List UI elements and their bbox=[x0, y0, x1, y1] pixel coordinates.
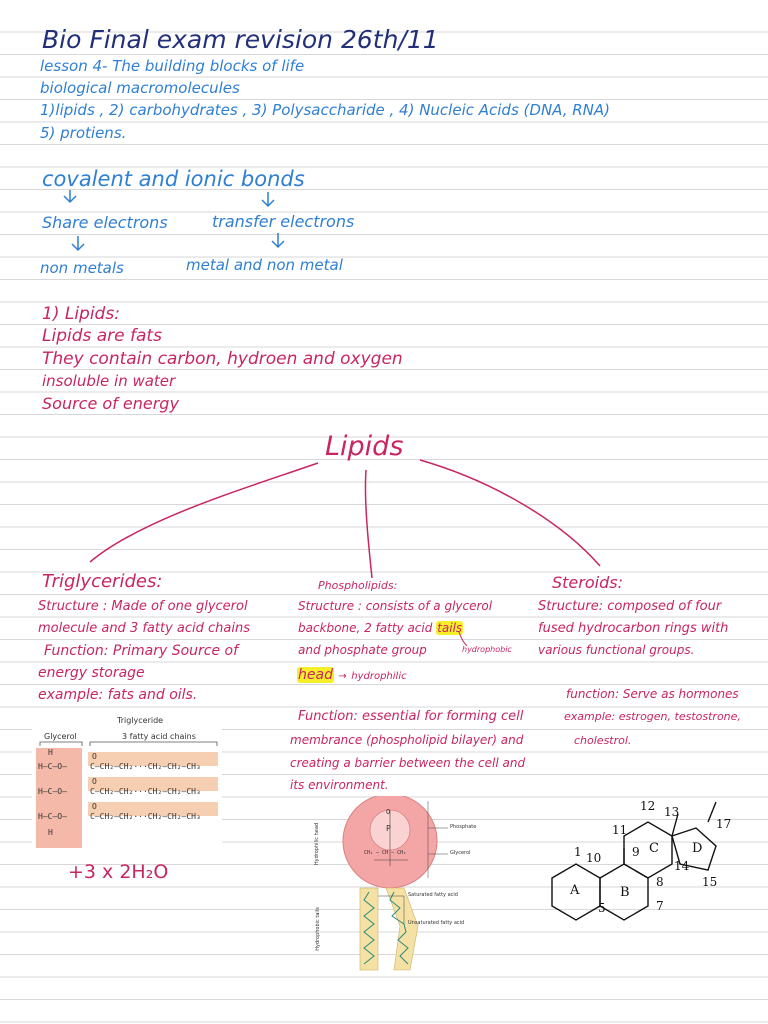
steroids-function-1: function: Serve as hormones bbox=[566, 687, 739, 701]
steroid-structure bbox=[540, 790, 762, 930]
tg-h-top: H bbox=[48, 748, 53, 757]
ring-label-D: D bbox=[692, 841, 703, 856]
carbon-12: 12 bbox=[640, 799, 656, 813]
bonds-heading: covalent and ionic bonds bbox=[42, 167, 305, 191]
phospholipids-line-3: and phosphate group bbox=[298, 643, 427, 657]
saturated-label: Saturated fatty acid bbox=[408, 892, 458, 898]
tg-row-1-chain: C—CH₂—CH₂···CH₂—CH₂—CH₃ bbox=[90, 762, 201, 771]
carbon-8: 8 bbox=[656, 875, 664, 889]
glycerol-label-fig: Glycerol bbox=[450, 850, 471, 856]
triglycerides-line-3: Function: Primary Source of bbox=[44, 643, 239, 659]
macromolecule-list: 1)lipids , 2) carbohydrates , 3) Polysaccharide , 4) Nucleic Acids (DNA, RNA) bbox=[40, 101, 610, 119]
carbon-7: 7 bbox=[656, 899, 664, 913]
triglycerides-title: Triglycerides: bbox=[42, 571, 163, 592]
carbon-10: 10 bbox=[586, 851, 602, 865]
steroids-line-1: Structure: composed of four bbox=[538, 599, 722, 614]
lipids-line-4: Source of energy bbox=[42, 394, 179, 413]
ring-label-B: B bbox=[620, 885, 630, 900]
phospholipids-function-1: Function: essential for forming cell bbox=[298, 709, 524, 724]
lipids-line-1: Lipids are fats bbox=[42, 326, 162, 346]
phosphate-label: Phosphate bbox=[450, 824, 477, 830]
lipids-line-2: They contain carbon, hydroen and oxygen bbox=[42, 349, 403, 369]
covalent-desc: Share electrons bbox=[42, 213, 168, 232]
page-title: Bio Final exam revision 26th/11 bbox=[42, 25, 439, 54]
phospholipids-title: Phospholipids: bbox=[318, 579, 398, 592]
steroids-line-3: various functional groups. bbox=[538, 643, 695, 657]
phospholipid-figure bbox=[314, 796, 488, 974]
ionic-desc: transfer electrons bbox=[212, 212, 355, 231]
glycerol-chain-label: CH₂ — CH — CH₂ bbox=[364, 850, 407, 856]
tg-row-2-glycerol: H—C—O— bbox=[38, 787, 67, 796]
tg-row-3-chain: C—CH₂—CH₂···CH₂—CH₂—CH₃ bbox=[90, 812, 201, 821]
phospholipids-line-2-text: backbone, 2 fatty acid bbox=[298, 621, 433, 635]
triglycerides-line-1: Structure : Made of one glycerol bbox=[38, 599, 248, 614]
carbon-11: 11 bbox=[612, 823, 628, 837]
phospholipids-line-4: head → hydrophilic bbox=[298, 667, 407, 683]
tg-row-1-o: O bbox=[92, 752, 97, 761]
unsaturated-label: Unsaturated fatty acid bbox=[408, 920, 465, 926]
carbon-17: 17 bbox=[716, 817, 732, 831]
ring-label-C: C bbox=[649, 841, 659, 856]
macromolecule-list-cont: 5) protiens. bbox=[40, 124, 127, 142]
phospholipids-function-2: membrance (phospholipid bilayer) and bbox=[290, 733, 524, 747]
covalent-elements: non metals bbox=[40, 259, 124, 277]
phospholipids-line-2 bbox=[298, 622, 463, 635]
head-highlight: head bbox=[298, 667, 333, 683]
lesson-subtitle: biological macromolecules bbox=[40, 79, 240, 97]
lesson-title: lesson 4- The building blocks of life bbox=[40, 57, 305, 75]
phospholipid-drawing bbox=[318, 796, 488, 974]
carbon-14: 14 bbox=[674, 859, 690, 873]
phospholipids-function-3: creating a barrier between the cell and bbox=[290, 756, 526, 770]
glycerol-label: Glycerol bbox=[44, 732, 77, 741]
carbon-9: 9 bbox=[632, 845, 640, 859]
phosphorus-label: P bbox=[386, 824, 391, 833]
phospholipids-line-1: Structure : consists of a glycerol bbox=[298, 599, 493, 613]
tg-row-2-chain: C—CH₂—CH₂···CH₂—CH₂—CH₃ bbox=[90, 787, 201, 796]
lipids-heading: 1) Lipids: bbox=[42, 304, 120, 324]
fatty-acid-chains-label: 3 fatty acid chains bbox=[122, 732, 196, 741]
hydrophilic-tag: hydrophilic bbox=[351, 671, 407, 682]
triglyceride-figure-title: Triglyceride bbox=[117, 716, 164, 725]
tg-row-2-o: O bbox=[92, 777, 97, 786]
carbon-1: 1 bbox=[574, 845, 582, 859]
carbon-15: 15 bbox=[702, 875, 718, 889]
tg-row-1-glycerol: H—C—O— bbox=[38, 762, 67, 771]
steroids-function-2: example: estrogen, testostrone, bbox=[564, 710, 741, 723]
hydrophobic-tag: hydrophobic bbox=[462, 645, 512, 654]
tg-row-3-glycerol: H—C—O— bbox=[38, 812, 67, 821]
triglyceride-figure bbox=[32, 716, 222, 851]
phospholipids-function-4: its environment. bbox=[290, 778, 389, 792]
carbon-5: 5 bbox=[598, 901, 606, 915]
carbon-13: 13 bbox=[664, 805, 680, 819]
steroids-title: Steroids: bbox=[552, 573, 623, 592]
tail-axis-label: Hydrophobic tails bbox=[314, 907, 321, 951]
oxygen-label: O bbox=[386, 808, 391, 816]
water-equation: +3 x 2H₂O bbox=[68, 861, 169, 883]
ring-label-A: A bbox=[570, 883, 580, 898]
tg-h-bottom: H bbox=[48, 828, 53, 837]
tails-highlight: tails bbox=[437, 621, 463, 635]
triglycerides-line-4: energy storage bbox=[38, 665, 145, 681]
triglycerides-line-2: molecule and 3 fatty acid chains bbox=[38, 621, 250, 636]
hydrophobic-pointer bbox=[455, 630, 475, 650]
ionic-elements: metal and non metal bbox=[186, 256, 343, 274]
triglycerides-line-5: example: fats and oils. bbox=[38, 687, 198, 703]
head-axis-label: Hydrophilic head bbox=[314, 822, 321, 866]
lipids-root: Lipids bbox=[325, 431, 404, 462]
steroids-line-2: fused hydrocarbon rings with bbox=[538, 621, 729, 636]
tg-row-3-o: O bbox=[92, 802, 97, 811]
lipids-line-3: insoluble in water bbox=[42, 372, 176, 390]
steroids-function-3: cholestrol. bbox=[574, 734, 632, 747]
